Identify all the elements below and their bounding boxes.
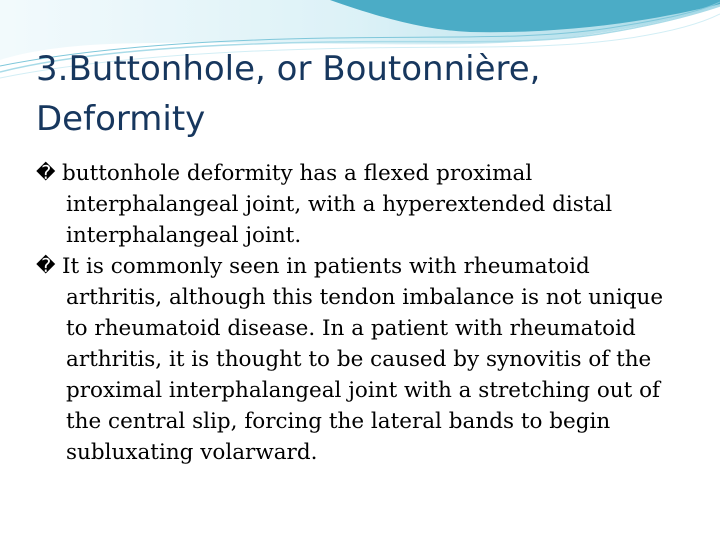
bullet-item bbox=[36, 158, 686, 251]
title-line-1: 3.Buttonhole, or Boutonnière, bbox=[36, 49, 541, 89]
bullet-text: buttonhole deformity has a flexed proximal interphalangeal joint, with a hyperextended distal interphalangeal joint. bbox=[62, 161, 613, 248]
bullet-icon: � bbox=[36, 162, 56, 184]
bullet-list bbox=[36, 158, 686, 468]
bullet-icon: � bbox=[36, 255, 56, 277]
bullet-text: It is commonly seen in patients with rheumatoid arthritis, although this tendon imbalance is not unique to rheumatoid disease. In a patient with rheumatoid arthritis, it is thought to be caused by synovitis of the proximal interphalangeal joint with a stretching out of the central slip, forcing the lateral bands to begin subluxating volarward. bbox=[62, 254, 664, 465]
slide-title bbox=[36, 44, 696, 144]
title-line-2: Deformity bbox=[36, 99, 206, 139]
bullet-item bbox=[36, 251, 686, 468]
